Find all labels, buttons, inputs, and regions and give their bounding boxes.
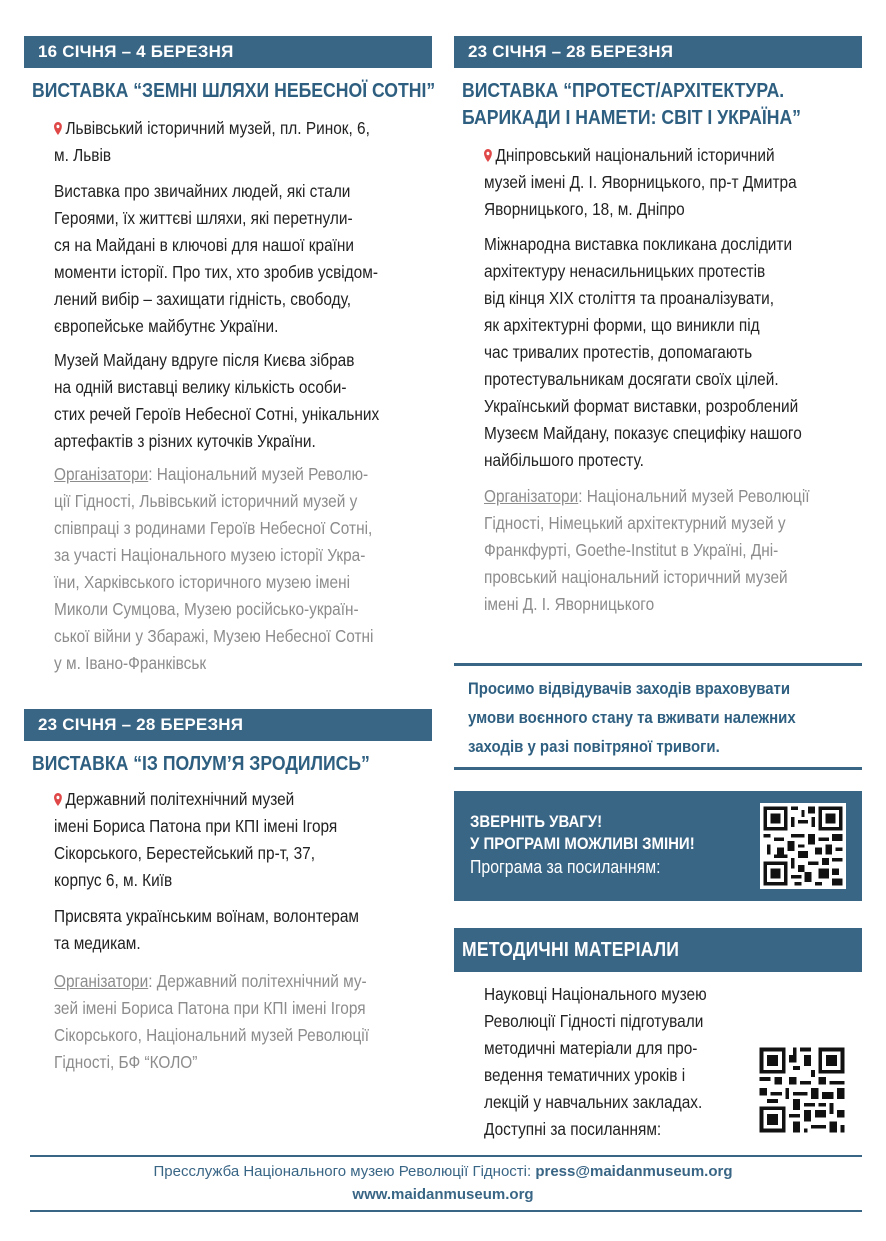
materials-line: ведення тематичних уроків і [484,1065,686,1085]
materials-text [484,981,766,1143]
event2-title: ВИСТАВКА “ІЗ ПОЛУМ’Я ЗРОДИЛИСЬ” [32,752,370,775]
event3-title [462,77,801,131]
organizers-line: Гідності, БФ “КОЛО” [54,1052,198,1072]
event2-desc-line: та медикам. [54,933,141,953]
footer [0,1160,886,1206]
organizers-line: Франкфурті, Goethe-Institut в Україні, Дні- [484,540,779,560]
event3-desc-line: Український формат виставки, розроблений [484,396,799,416]
organizers-line: провський національний історичний музей [484,567,788,587]
event3-desc-line: від кінця ХІХ століття та проаналізувати, [484,288,775,308]
event3-description [484,231,862,474]
event1-description [54,178,432,340]
event1-desc-line: європейське майбутнє України. [54,316,279,336]
website-link[interactable]: www.maidanmuseum.org [352,1186,534,1203]
organizers-line: ської війни у Збаражі, Музею Небесної Сотні [54,626,374,646]
organizers-line: за участі Національного музею історії Укра- [54,545,366,565]
event2-location-line: Державний політехнічний музей [65,789,295,809]
organizers-label: Організатори [484,486,579,506]
organizers-line: їни, Харківського історичного музею імені [54,572,351,592]
organizers-line: співпраці з родинами Героїв Небесної Сотні, [54,518,373,538]
wartime-notice [468,674,873,761]
location-pin-icon [484,149,492,162]
event1-desc-line: моменти історії. Про тих, хто зробив усвідом- [54,262,378,282]
location-pin-icon [54,793,62,806]
event2-date: 23 СІЧНЯ – 28 БЕРЕЗНЯ [38,715,244,734]
attention-text [470,811,695,879]
organizers-line: Миколи Сумцова, Музею російсько-україн- [54,599,359,619]
notice-line: умови воєнного стану та вживати належних [468,708,796,727]
organizers-line: у м. Івано-Франківськ [54,653,207,673]
event3-organizers [484,483,862,618]
event3-location [484,142,854,223]
organizers-label: Організатори [54,464,149,484]
event1-desc2-line: Музей Майдану вдруге після Києва зібрав [54,350,355,370]
event1-title: ВИСТАВКА “ЗЕМНІ ШЛЯХИ НЕБЕСНОЇ СОТНІ” [32,79,436,102]
event1-date-band [24,36,432,68]
materials-line: Революції Гідності підготували [484,1011,704,1031]
event3-location-line: музей імені Д. І. Яворницького, пр-т Дмитра [484,172,797,192]
organizers-line: : Національний музей Револю- [148,464,369,484]
qr-code-icon[interactable] [760,803,846,889]
event3-location-line: Дніпровський національний історичний [495,145,775,165]
event2-date-band [24,709,432,741]
event1-desc-line: лений вибір – захищати гідність, свободу, [54,289,352,309]
footer-bottom-rule [30,1210,862,1212]
organizers-line: імені Д. І. Яворницького [484,594,655,614]
materials-line: Доступні за посиланням: [484,1119,662,1139]
event3-date-band [454,36,862,68]
footer-top-rule [30,1155,862,1157]
event1-desc-line: Виставка про звичайних людей, які стали [54,181,351,201]
notice-line: Просимо відвідувачів заходів враховувати [468,679,791,698]
materials-line: лекцій у навчальних закладах. [484,1092,703,1112]
organizers-line: Гідності, Німецький архітектурний музей у [484,513,786,533]
event2-description [54,903,432,957]
event1-description-2 [54,347,432,455]
location-pin-icon [54,122,62,135]
event1-location [54,115,424,169]
event1-location-line: м. Львів [54,145,112,165]
materials-line: методичні матеріали для про- [484,1038,698,1058]
event1-desc2-line: на одній виставці велику кількість особи- [54,377,347,397]
event3-desc-line: найбільшого протесту. [484,450,644,470]
attention-line-1: ЗВЕРНІТЬ УВАГУ! [470,812,603,831]
event2-location-line: корпус 6, м. Київ [54,870,173,890]
event2-organizers [54,968,432,1076]
organizers-line: Сікорського, Національний музей Революції [54,1025,369,1045]
event2-location-line: імені Бориса Патона при КПІ імені Ігоря [54,816,338,836]
event3-desc-line: архітектуру ненасильницьких протестів [484,261,766,281]
footer-press-line [0,1160,886,1183]
notice-bottom-rule [454,767,862,770]
event3-desc-line: як архітектурні форми, що виникли під [484,315,760,335]
event2-desc-line: Присвята українським воїнам, волонтерам [54,906,359,926]
event3-date: 23 СІЧНЯ – 28 БЕРЕЗНЯ [468,42,674,61]
event1-location-line: Львівський історичний музей, пл. Ринок, 6, [65,118,370,138]
notice-line: заходів у разі повітряної тривоги. [468,737,720,756]
event3-location-line: Яворницького, 18, м. Дніпро [484,199,685,219]
event3-title-line: БАРИКАДИ І НАМЕТИ: СВІТ І УКРАЇНА” [462,106,802,129]
event1-desc-line: Героями, їх життєві шляхи, які перетнули- [54,208,353,228]
materials-heading: МЕТОДИЧНІ МАТЕРІАЛИ [462,938,680,961]
event1-date: 16 СІЧНЯ – 4 БЕРЕЗНЯ [38,42,234,61]
organizers-line: ції Гідності, Львівський історичний музей у [54,491,358,511]
materials-heading-band [454,928,862,972]
event3-desc-line: час тривалих протестів, допомагають [484,342,753,362]
event2-location [54,786,424,894]
attention-box [454,791,862,901]
event2-location-line: Сікорського, Берестейський пр-т, 37, [54,843,316,863]
event1-organizers [54,461,432,677]
event3-desc-line: Музеєм Майдану, показує специфіку нашого [484,423,802,443]
event3-desc-line: Міжнародна виставка покликана дослідити [484,234,793,254]
press-email-link[interactable]: press@maidanmuseum.org [535,1163,733,1180]
attention-line-2: У ПРОГРАМІ МОЖЛИВІ ЗМІНИ! [470,834,695,853]
organizers-line: : Державний політехнічний му- [148,971,367,991]
event1-desc-line: ся на Майдані в ключові для нашої країни [54,235,355,255]
notice-top-rule [454,663,862,666]
attention-line-3: Програма за посиланням: [470,857,661,877]
press-label: Пресслужба Національного музею Революції Гідності: [153,1163,536,1180]
event1-desc2-line: стих речей Героїв Небесної Сотні, унікальних [54,404,380,424]
event3-title-line: ВИСТАВКА “ПРОТЕСТ/АРХІТЕКТУРА. [462,79,785,102]
organizers-label: Організатори [54,971,149,991]
organizers-line: : Національний музей Революції [578,486,810,506]
event3-desc-line: протестувальникам досягати своїх цілей. [484,369,779,389]
organizers-line: зей імені Бориса Патона при КПІ імені Ігоря [54,998,366,1018]
event1-desc2-line: артефактів з різних куточків України. [54,431,316,451]
materials-line: Науковці Національного музею [484,984,707,1004]
qr-code-icon[interactable] [756,1044,848,1136]
